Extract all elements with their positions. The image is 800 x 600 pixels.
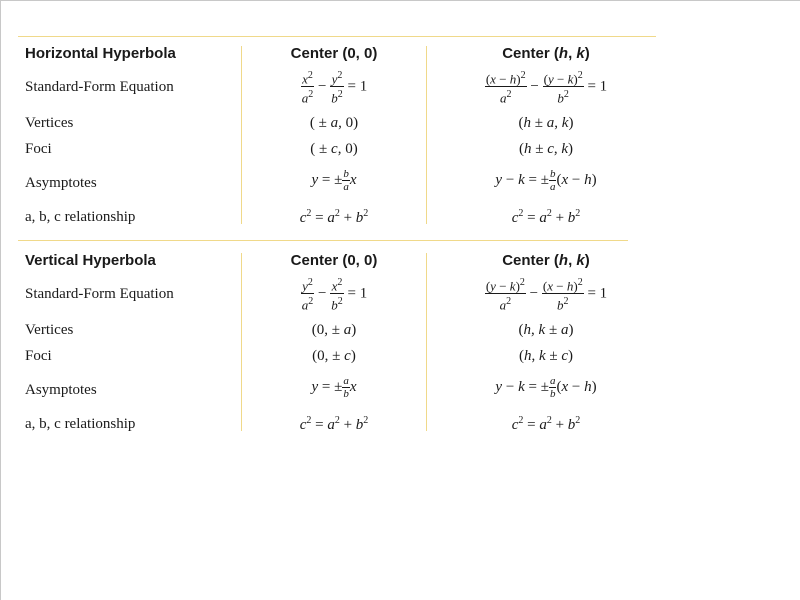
row-label-relationship: a, b, c relationship [25,209,136,225]
foci-center-hk: (h ± c, k) [518,141,574,157]
relationship-center-origin: $c^2 = a^2 + b^2$ [299,208,369,226]
equation-center-origin: $\frac{y^2}{a^2}$ − $\frac{x^2}{b^2}$ = 1 [301,277,368,313]
column-divider [426,253,427,431]
foci-center-hk: (h, k ± c) [518,348,574,364]
section-title: Vertical Hyperbola [25,252,156,269]
top-rule [18,36,656,37]
row-label-equation: Standard-Form Equation [25,286,174,302]
vertices-center-origin: ( ± a, 0) [309,115,359,131]
equation-center-hk: $\frac{(y - k)^2}{a^2}$ − $\frac{(x - h)^2}{b^2}$ = 1 [485,277,608,313]
asymptotes-center-hk: y − k = ± $\frac{b}{a}$ (x − h) [495,168,597,193]
column-header-center-hk: Center (h, k) [502,252,590,269]
vertices-center-hk: (h ± a, k) [518,115,574,131]
equation-center-hk: $\frac{(x - h)^2}{a^2}$ − $\frac{(y - k)^2}{b^2}$ = 1 [485,70,608,106]
relationship-center-hk: $c^2 = a^2 + b^2$ [511,415,581,433]
vertices-center-hk: (h, k ± a) [518,322,574,338]
equation-center-origin: $\frac{x^2}{a^2}$ − $\frac{y^2}{b^2}$ = 1 [301,70,368,106]
vertices-center-origin: (0, ± a) [311,322,357,338]
column-header-center-origin: Center (0, 0) [290,45,378,62]
asymptotes-center-origin: y = ± $\frac{b}{a}$ x [311,168,357,193]
section-title: Horizontal Hyperbola [25,45,176,62]
asymptotes-center-origin: y = ± $\frac{a}{b}$ x [311,375,357,400]
foci-center-origin: (0, ± c) [312,348,356,364]
foci-center-origin: ( ± c, 0) [310,141,358,157]
row-label-vertices: Vertices [25,115,74,131]
section-divider [18,240,628,241]
frame-top-border [0,0,800,1]
relationship-center-origin: $c^2 = a^2 + b^2$ [299,415,369,433]
relationship-center-hk: $c^2 = a^2 + b^2$ [511,208,581,226]
frame-left-border [0,0,1,600]
row-label-relationship: a, b, c relationship [25,416,136,432]
row-label-foci: Foci [25,141,52,157]
row-label-vertices: Vertices [25,322,74,338]
row-label-asymptotes: Asymptotes [25,175,97,191]
column-header-center-origin: Center (0, 0) [290,252,378,269]
column-divider [426,46,427,224]
asymptotes-center-hk: y − k = ± $\frac{a}{b}$ (x − h) [495,375,597,400]
row-label-foci: Foci [25,348,52,364]
row-label-equation: Standard-Form Equation [25,79,174,95]
row-label-asymptotes: Asymptotes [25,382,97,398]
column-header-center-hk: Center (h, k) [502,45,590,62]
